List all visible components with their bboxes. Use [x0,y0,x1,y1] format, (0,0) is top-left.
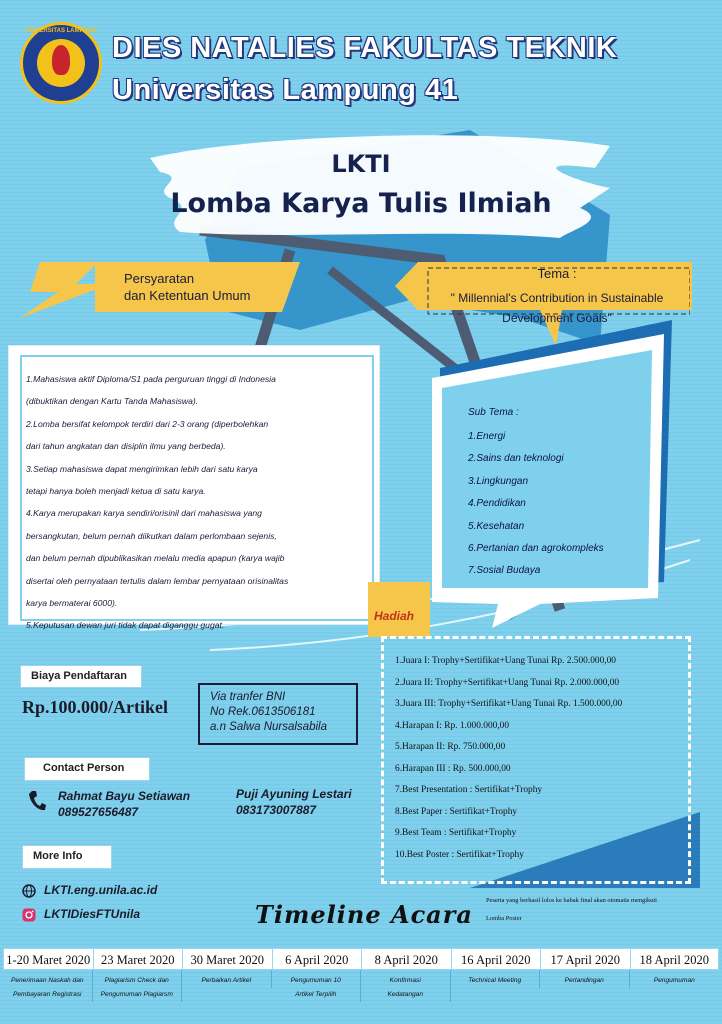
timeline-desc [3,970,93,1002]
timeline-date: 30 Maret 2020 [182,948,272,970]
prize-item: 7.Best Presentation : Sertifikat+Trophy [395,785,543,795]
contact-person-2 [236,786,352,818]
requirement-line: disertai oleh pernyataan tertulis dalam lembar pernyataan orisinalitas [26,575,289,586]
timeline-desc-line: Perbaikan Artikel [201,977,252,984]
theme-line2: Development Goals" [502,311,612,325]
prize-item: 1.Juara I: Trophy+Sertifikat+Uang Tunai Rp. 2.500.000,00 [395,656,616,666]
prize-item: 4.Harapan I: Rp. 1.000.000,00 [395,720,510,731]
timeline-desc [182,970,272,988]
timeline-event [451,948,541,1008]
timeline-desc-line: Konfirmasi [389,977,421,984]
requirements-label-line1: Persyaratan [124,271,195,286]
prize-note-line2: Lomba Poster [486,915,522,922]
contact-person-2-name: Puji Ayuning Lestari [236,787,352,801]
subtheme-item: 6.Pertanian dan agrokompleks [468,543,604,555]
requirement-line: 3.Setiap mahasiswa dapat mengirimkan lebih dari satu karya [26,463,258,474]
bank-info-line1: Via tranfer BNI [210,691,286,703]
timeline-date: 17 April 2020 [540,948,630,970]
phone-icon [28,790,46,812]
contact-person-1-name: Rahmat Bayu Setiawan [58,789,191,803]
prize-item: 5.Harapan II: Rp. 750.000,00 [395,742,506,752]
prize-item: 9.Best Team : Sertifikat+Trophy [395,828,517,838]
contact-person-1-phone[interactable]: 089527656487 [58,805,139,819]
subtheme-item: 5.Kesehatan [468,520,525,532]
logo-flame-icon [52,45,70,75]
more-info-label: More Info [22,845,112,869]
subtheme-item: 7.Sosial Budaya [468,565,541,577]
timeline-event [540,948,630,1008]
requirement-line: (dibuktikan dengan Kartu Tanda Mahasiswa). [26,396,199,407]
timeline-desc-line: Pengumuman [653,977,695,984]
timeline-desc [451,970,541,988]
prize-item: 8.Best Paper : Sertifikat+Trophy [395,806,518,817]
prize-list [395,651,622,866]
prize-note-line1: Peserta yang berhasil lolos ke babak final akan otomatis mengikuti [486,897,657,904]
timeline-title: Timeline Acara [255,900,473,929]
timeline-desc [630,970,720,988]
prize-item: 2.Juara II: Trophy+Sertifikat+Uang Tunai Rp. 2.000.000,00 [395,677,620,688]
requirements-list [26,368,356,637]
registration-fee-value: Rp.100.000/Artikel [22,697,168,717]
bank-info [210,690,327,735]
timeline-desc [540,970,630,988]
requirement-line: tetapi hanya boleh menjadi ketua di satu karya. [26,486,206,497]
timeline-desc [361,970,451,1002]
prize-item: 10.Best Poster : Sertifikat+Trophy [395,849,524,860]
requirements-label-line2: dan Ketentuan Umum [124,288,251,303]
subtheme-item: 4.Pendidikan [468,498,526,510]
timeline-date: 16 April 2020 [451,948,541,970]
timeline-desc-line: Technical Meeting [468,977,522,984]
globe-icon [22,884,36,898]
event-title: DIES NATALIES FAKULTAS TEKNIK [112,32,618,64]
prize-item: 6.Harapan III : Rp. 500.000,00 [395,763,511,774]
timeline-desc-line: Pengumuman 10 [290,977,341,984]
timeline [3,948,719,1008]
timeline-date: 18 April 2020 [630,948,720,970]
theme-text [420,288,694,328]
instagram-icon [22,908,36,922]
requirement-line: 1.Mahasiswa aktif Diploma/S1 pada perguruan tinggi di Indonesia [26,374,276,384]
timeline-desc-line: Kedatangan [387,991,424,998]
requirement-line: bersangkutan, belum pernah diikutkan dalam perlombaan sejenis, [26,530,277,541]
contact-person-2-phone[interactable]: 083173007887 [236,803,317,817]
logo-text: UNIVERSITAS LAMPUNG [25,28,97,34]
theme-line1: " Millennial's Contribution in Sustainable [450,291,664,305]
bank-account-number: No Rek.0613506181 [210,706,316,718]
requirement-line: 4.Karya merupakan karya sendiri/orisinil dari mahasiswa yang [26,508,262,519]
timeline-event [93,948,183,1008]
prize-item: 3.Juara III: Trophy+Sertifikat+Uang Tunai Rp. 1.500.000,00 [395,699,623,709]
brush-stroke [140,128,620,246]
instagram-handle[interactable]: LKTIDiesFTUnila [44,907,141,921]
timeline-desc-line: Pertandingan [564,977,604,984]
competition-acronym: LKTI [331,150,391,178]
subtheme-item: 2.Sains dan teknologi [468,453,564,465]
requirement-line: dan belum pernah dipublikasikan melalu media apapun (karya wajib [26,553,285,564]
timeline-event [272,948,362,1008]
contact-person-label: Contact Person [24,757,150,781]
timeline-event [630,948,720,1008]
timeline-desc-line: Artikel Terpilih [295,991,337,998]
timeline-desc-line: Pengumuman Plagiarsm [100,991,173,998]
requirement-line: karya bermaterai 6000). [26,598,118,609]
timeline-date: 6 April 2020 [272,948,362,970]
bank-account-name: a.n Salwa Nursalsabila [210,721,327,733]
timeline-date: 23 Maret 2020 [93,948,183,970]
requirement-line: 5.Keputusan dewan juri tidak dapat diganggu gugat. [26,620,225,631]
registration-fee-label: Biaya Pendaftaran [20,665,142,688]
timeline-date: 1-20 Maret 2020 [3,948,93,970]
contact-person-1 [58,788,190,820]
subtheme-item: 1.Energi [468,431,506,442]
timeline-event [182,948,272,1008]
competition-name: Lomba Karya Tulis Ilmiah [170,188,552,219]
timeline-desc-line: Penerimaan Naskah dan [10,977,84,984]
timeline-desc [272,970,362,1002]
subtheme-item: 3.Lingkungan [468,475,529,487]
event-subtitle: Universitas Lampung 41 [112,74,459,106]
prize-label: Hadiah [374,609,415,623]
timeline-desc [93,970,183,1002]
timeline-event [361,948,451,1008]
requirement-line: dari tahun angkatan dan disiplin ilmu yang berbeda). [26,441,226,452]
timeline-desc-line: Pembayaran Registrasi [12,991,82,998]
timeline-desc-line: Plagiarism Check dan [104,977,169,984]
theme-title: Tema : [537,266,577,281]
university-logo [20,22,102,104]
requirement-line: 2.Lomba bersifat kelompok terdiri dari 2-3 orang (diperbolehkan [26,418,269,429]
timeline-event [3,948,93,1008]
subtheme-title: Sub Tema : [468,407,519,418]
prize-note [486,892,696,928]
requirements-label [124,270,250,304]
website-link[interactable]: LKTI.eng.unila.ac.id [44,883,158,897]
subtheme-list [468,426,604,583]
timeline-date: 8 April 2020 [361,948,451,970]
